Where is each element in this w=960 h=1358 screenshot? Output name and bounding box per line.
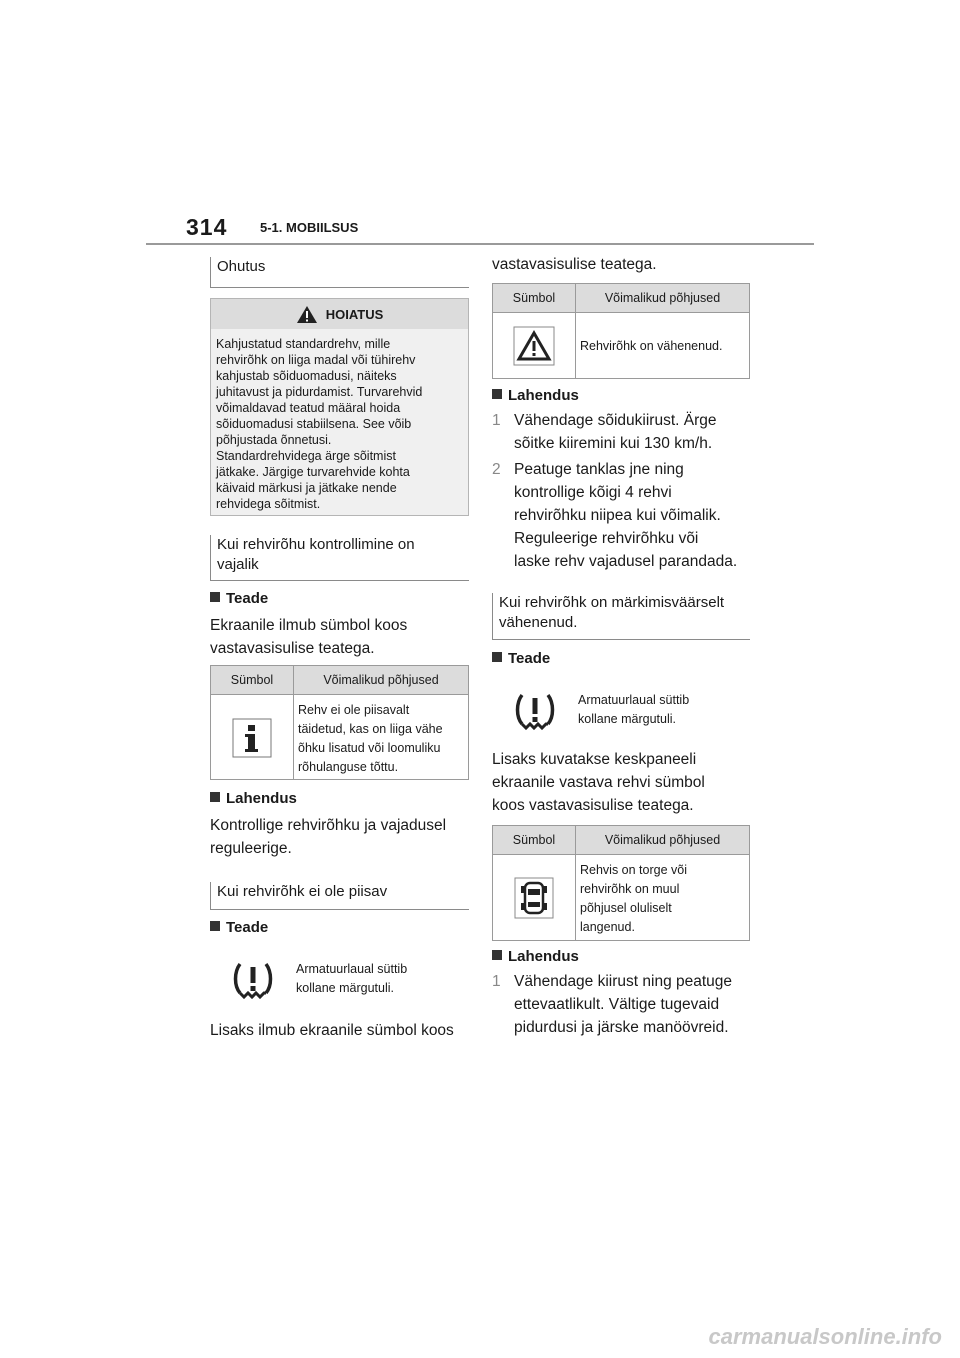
text-line: reguleerige.	[210, 840, 292, 857]
text-line: Ekraanile ilmub sümbol koos	[210, 617, 408, 634]
step-line: Reguleerige rehvirõhku või	[514, 530, 699, 547]
step-item	[492, 458, 762, 573]
warning-line: Kahjustatud standardrehv, mille	[216, 337, 391, 351]
safety-heading: Ohutus	[217, 258, 266, 275]
text-line: koos vastavasisulise teatega.	[492, 797, 694, 814]
step-line: Peatuge tanklas jne ning	[514, 461, 684, 478]
info-icon	[232, 718, 272, 758]
step-line: Vähendage kiirust ning peatuge	[514, 973, 733, 990]
col-symbol-header: Sümbol	[493, 826, 576, 854]
cause-line: rõhulanguse tõttu.	[298, 760, 399, 774]
step-item	[492, 970, 762, 1039]
lahendus-paragraph	[210, 814, 469, 860]
table-row	[493, 313, 749, 379]
step-line: sõitke kiiremini kui 130 km/h.	[514, 435, 713, 452]
step-line: kontrollige kõigi 4 rehvi	[514, 484, 672, 501]
symbol-cell	[211, 695, 294, 780]
insufficient-heading: Kui rehvirõhk ei ole piisav	[217, 883, 388, 900]
cause-line: rehvirõhk on muul	[580, 882, 680, 896]
lahendus-label: Lahendus	[508, 948, 579, 965]
text-line: Kontrollige rehvirõhku ja vajadusel	[210, 817, 447, 834]
step-line: ettevaatlikult. Vältige tugevaid	[514, 996, 720, 1013]
cause-line: langenud.	[580, 920, 635, 934]
col-symbol-header: Sümbol	[211, 666, 294, 694]
warning-line: juhitavust ja pidurdamist. Turvarehvid	[216, 385, 423, 399]
lahendus-heading	[210, 790, 297, 807]
bullet-square-icon	[210, 792, 220, 802]
lahendus-label: Lahendus	[508, 387, 579, 404]
cause-line: õhku lisatud või loomuliku	[298, 741, 441, 755]
warning-box	[210, 298, 469, 516]
step-text	[514, 970, 732, 1039]
warning-line: jätkake. Järgige turvarehvide kohta	[216, 465, 410, 479]
indicator-line: Armatuurlaual süttib	[296, 962, 408, 976]
cause-line: põhjusel oluliselt	[580, 901, 672, 915]
text-line: vastavasisulise teatega.	[492, 256, 657, 273]
safety-heading-box	[210, 257, 469, 288]
symbol-table-2	[492, 283, 750, 379]
lahendus-heading	[492, 387, 579, 404]
table-header	[211, 666, 468, 695]
cause-line: täidetud, kas on liiga vähe	[298, 722, 443, 736]
warning-line: põhjustada õnnetusi.	[216, 433, 332, 447]
warning-line: kahjustab sõiduomadusi, näiteks	[216, 369, 397, 383]
step-item	[492, 409, 750, 455]
car-tire-position-icon	[514, 877, 554, 919]
significant-heading-box	[492, 593, 750, 640]
step-text	[514, 409, 717, 455]
warning-line: sõiduomadusi stabiilsena. See võib	[216, 417, 412, 431]
page-number: 314	[186, 214, 228, 240]
check-heading-box	[210, 535, 469, 581]
table-row	[211, 695, 468, 780]
teade-label: Teade	[508, 650, 551, 667]
step-line: laske rehv vajadusel parandada.	[514, 553, 738, 570]
warning-triangle-icon	[513, 326, 555, 366]
warning-title: HOIATUS	[325, 306, 384, 322]
bullet-square-icon	[210, 921, 220, 931]
check-heading-line: Kui rehvirõhu kontrollimine on	[217, 536, 415, 553]
step-line: rehvirõhku niipea kui võimalik.	[514, 507, 721, 524]
causes-cell	[576, 855, 749, 941]
significant-heading-line: Kui rehvirõhk on märkimisväärselt	[499, 594, 725, 611]
col-symbol-header: Sümbol	[493, 284, 576, 312]
warning-line: käivaid märkusi ja jätkake nende	[216, 481, 397, 495]
check-heading-line: vajalik	[217, 556, 259, 573]
col-causes-header: Võimalikud põhjused	[604, 291, 721, 305]
teade-heading	[210, 590, 268, 607]
text-line: Lisaks ilmub ekraanile sümbol koos	[210, 1022, 454, 1039]
significant-heading-line: vähenenud.	[499, 614, 578, 631]
indicator-text	[296, 960, 407, 998]
indicator-icon-cell	[492, 691, 578, 731]
text-line: ekraanile vastava rehvi sümbol	[492, 774, 705, 791]
causes-cell	[294, 695, 468, 780]
warning-triangle-icon	[296, 305, 318, 324]
bullet-square-icon	[210, 592, 220, 602]
table-header	[493, 284, 749, 313]
indicator-row	[492, 691, 750, 731]
warning-line: rehvirõhk on liiga madal või tühirehv	[216, 353, 416, 367]
step-number: 1	[492, 973, 501, 990]
lahendus-label: Lahendus	[226, 790, 297, 807]
symbol-cell	[493, 855, 576, 941]
indicator-text	[578, 691, 689, 729]
table-row	[493, 855, 749, 941]
step-number: 2	[492, 461, 501, 478]
step-number: 1	[492, 412, 501, 429]
bullet-square-icon	[492, 389, 502, 399]
teade-paragraph	[210, 1019, 480, 1042]
col-causes-header: Võimalikud põhjused	[323, 673, 439, 687]
step-line: pidurdusi ja järske manöövreid.	[514, 1019, 729, 1036]
teade-heading	[492, 650, 550, 667]
continued-paragraph	[492, 253, 750, 276]
teade-label: Teade	[226, 590, 269, 607]
text-line: Lisaks kuvatakse keskpaneeli	[492, 751, 697, 768]
cause-line: Rehvirõhk on vähenenud.	[580, 338, 723, 353]
symbol-table-1	[210, 665, 469, 780]
warning-line: rehvidega sõitmist.	[216, 497, 321, 511]
table-header	[493, 826, 749, 855]
section-title: 5-1. MOBIILSUS	[260, 220, 359, 235]
text-line: vastavasisulise teatega.	[210, 640, 375, 657]
cause-line: Rehvis on torge või	[580, 863, 688, 877]
causes-cell	[576, 313, 749, 379]
tire-pressure-warning-icon	[231, 960, 275, 1000]
lahendus-heading	[492, 948, 579, 965]
indicator-line: kollane märgutuli.	[578, 712, 676, 726]
col-causes-header: Võimalikud põhjused	[604, 833, 721, 847]
teade-heading	[210, 919, 268, 936]
insufficient-heading-box	[210, 882, 469, 910]
warning-header	[211, 299, 468, 329]
bullet-square-icon	[492, 652, 502, 662]
teade-paragraph	[210, 614, 469, 660]
teade-paragraph	[492, 748, 750, 817]
indicator-line: kollane märgutuli.	[296, 981, 394, 995]
tire-pressure-warning-icon	[513, 691, 557, 731]
symbol-table-3	[492, 825, 750, 941]
indicator-icon-cell	[210, 960, 296, 1000]
bullet-square-icon	[492, 950, 502, 960]
indicator-row	[210, 960, 469, 1000]
warning-line: Standardrehvidega ärge sõitmist	[216, 449, 396, 463]
step-line: Vähendage sõidukiirust. Ärge	[514, 412, 717, 429]
step-text	[514, 458, 737, 573]
symbol-cell	[493, 313, 576, 379]
indicator-line: Armatuurlaual süttib	[578, 693, 690, 707]
cause-line: Rehv ei ole piisavalt	[298, 703, 410, 717]
teade-label: Teade	[226, 919, 269, 936]
warning-text	[211, 329, 468, 518]
header-divider	[146, 243, 814, 245]
warning-line: võimaldavad teatud määral hoida	[216, 401, 401, 415]
watermark: carmanualsonline.info	[708, 1324, 942, 1349]
